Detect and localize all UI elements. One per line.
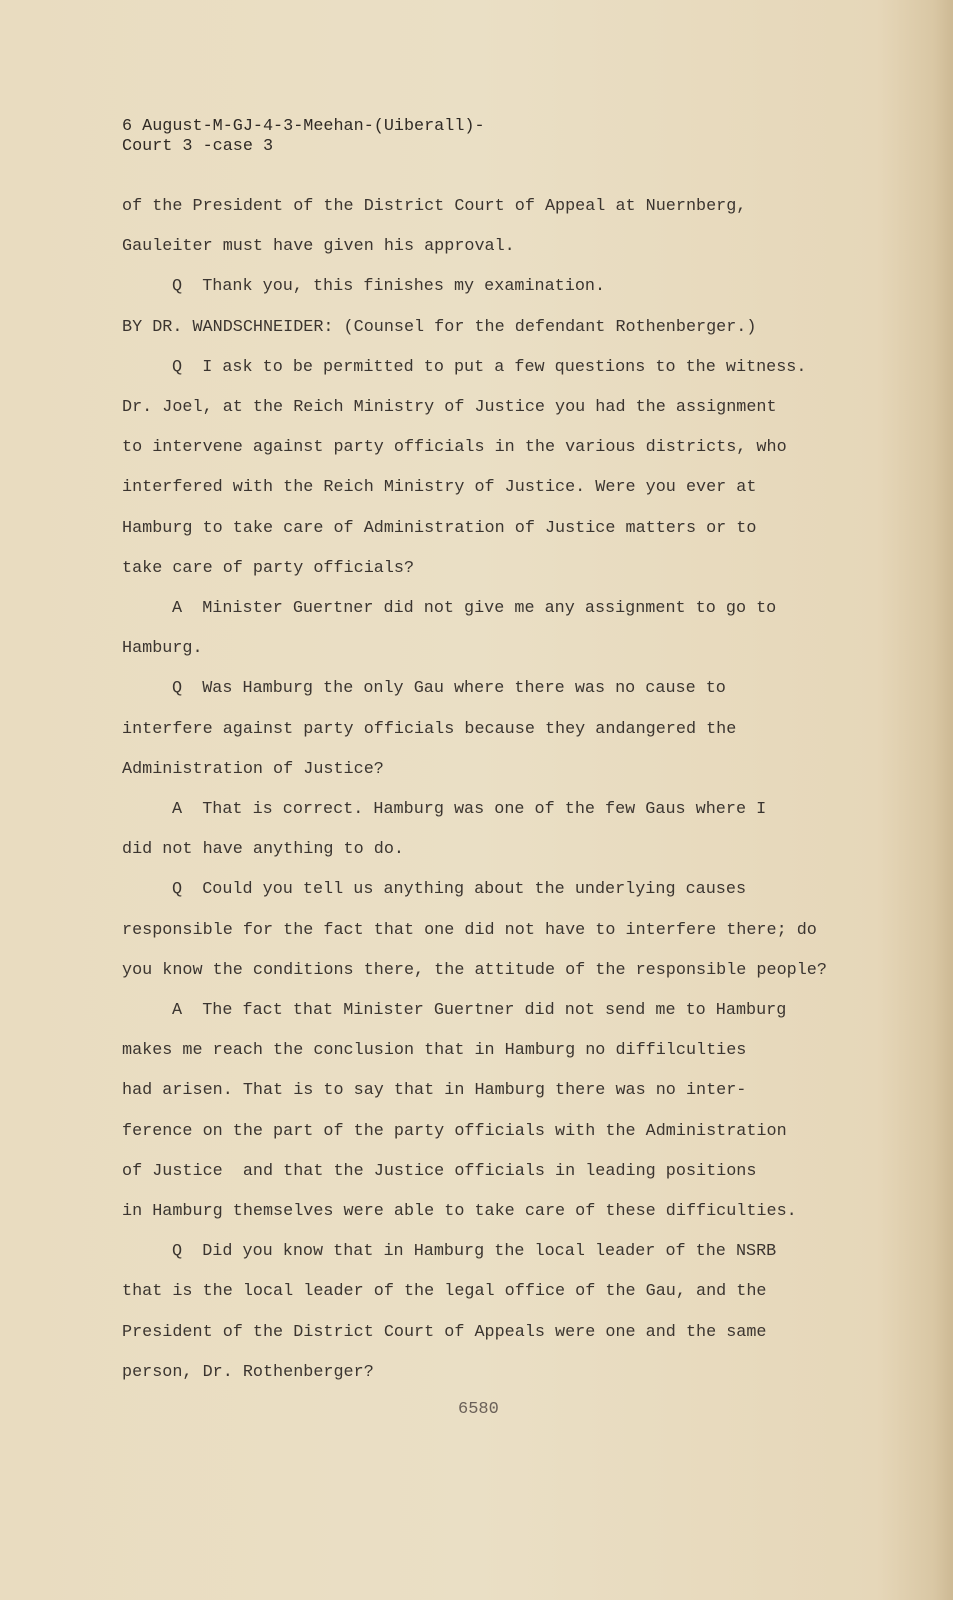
transcript-line: take care of party officials? xyxy=(122,558,415,578)
header-line-1: 6 August-M-GJ-4-3-Meehan-(Uiberall)- xyxy=(122,117,485,136)
header-line-2: Court 3 -case 3 xyxy=(122,137,274,156)
transcript-line: Dr. Joel, at the Reich Ministry of Justice you had the assignment xyxy=(122,398,777,417)
transcript-line: A Minister Guertner did not give me any assignment to go to xyxy=(172,599,777,618)
transcript-line: A The fact that Minister Guertner did not send me to Hamburg xyxy=(172,1001,787,1020)
transcript-line: in Hamburg themselves were able to take care of these difficulties. xyxy=(122,1202,797,1221)
transcript-line: President of the District Court of Appeals were one and the same xyxy=(122,1322,767,1342)
transcript-line: did not have anything to do. xyxy=(122,840,404,860)
transcript-line: Q Thank you, this finishes my examination. xyxy=(172,277,606,297)
transcript-line: responsible for the fact that one did not have to interfere there; do xyxy=(122,920,817,940)
transcript-line: you know the conditions there, the attitude of the responsible people? xyxy=(122,960,827,980)
transcript-line: Q Did you know that in Hamburg the local leader of the NSRB xyxy=(172,1242,777,1262)
transcript-line: of the President of the District Court of Appeal at Nuernberg, xyxy=(122,197,747,216)
transcript-line: person, Dr. Rothenberger? xyxy=(122,1362,374,1382)
transcript-line: Q Could you tell us anything about the underlying causes xyxy=(172,880,747,900)
transcript-line: Q Was Hamburg the only Gau where there was no cause to xyxy=(172,679,726,699)
transcript-line: Gauleiter must have given his approval. xyxy=(122,237,515,257)
transcript-line: interfered with the Reich Ministry of Justice. Were you ever at xyxy=(122,478,757,498)
transcript-line: Hamburg. xyxy=(122,639,203,659)
transcript-line: Q I ask to be permitted to put a few questions to the witness. xyxy=(172,357,807,377)
page-number: 6580 xyxy=(458,1400,499,1419)
transcript-line: A That is correct. Hamburg was one of the few Gaus where I xyxy=(172,800,767,819)
transcript-line: to intervene against party officials in the various districts, who xyxy=(122,438,787,458)
transcript-line: ference on the part of the party officials with the Administration xyxy=(122,1121,787,1141)
transcript-line: Administration of Justice? xyxy=(122,759,384,779)
transcript-line: of Justice and that the Justice officials in leading positions xyxy=(122,1161,757,1181)
transcript-line: interfere against party officials because they andangered the xyxy=(122,719,737,739)
transcript-line: Hamburg to take care of Administration of Justice matters or to xyxy=(122,518,757,538)
transcript-line: had arisen. That is to say that in Hamburg there was no inter- xyxy=(122,1081,747,1101)
transcript-line: that is the local leader of the legal office of the Gau, and the xyxy=(122,1282,767,1302)
transcript-line: makes me reach the conclusion that in Hamburg no diffilculties xyxy=(122,1041,747,1061)
transcript-line: BY DR. WANDSCHNEIDER: (Counsel for the defendant Rothenberger.) xyxy=(122,317,757,337)
